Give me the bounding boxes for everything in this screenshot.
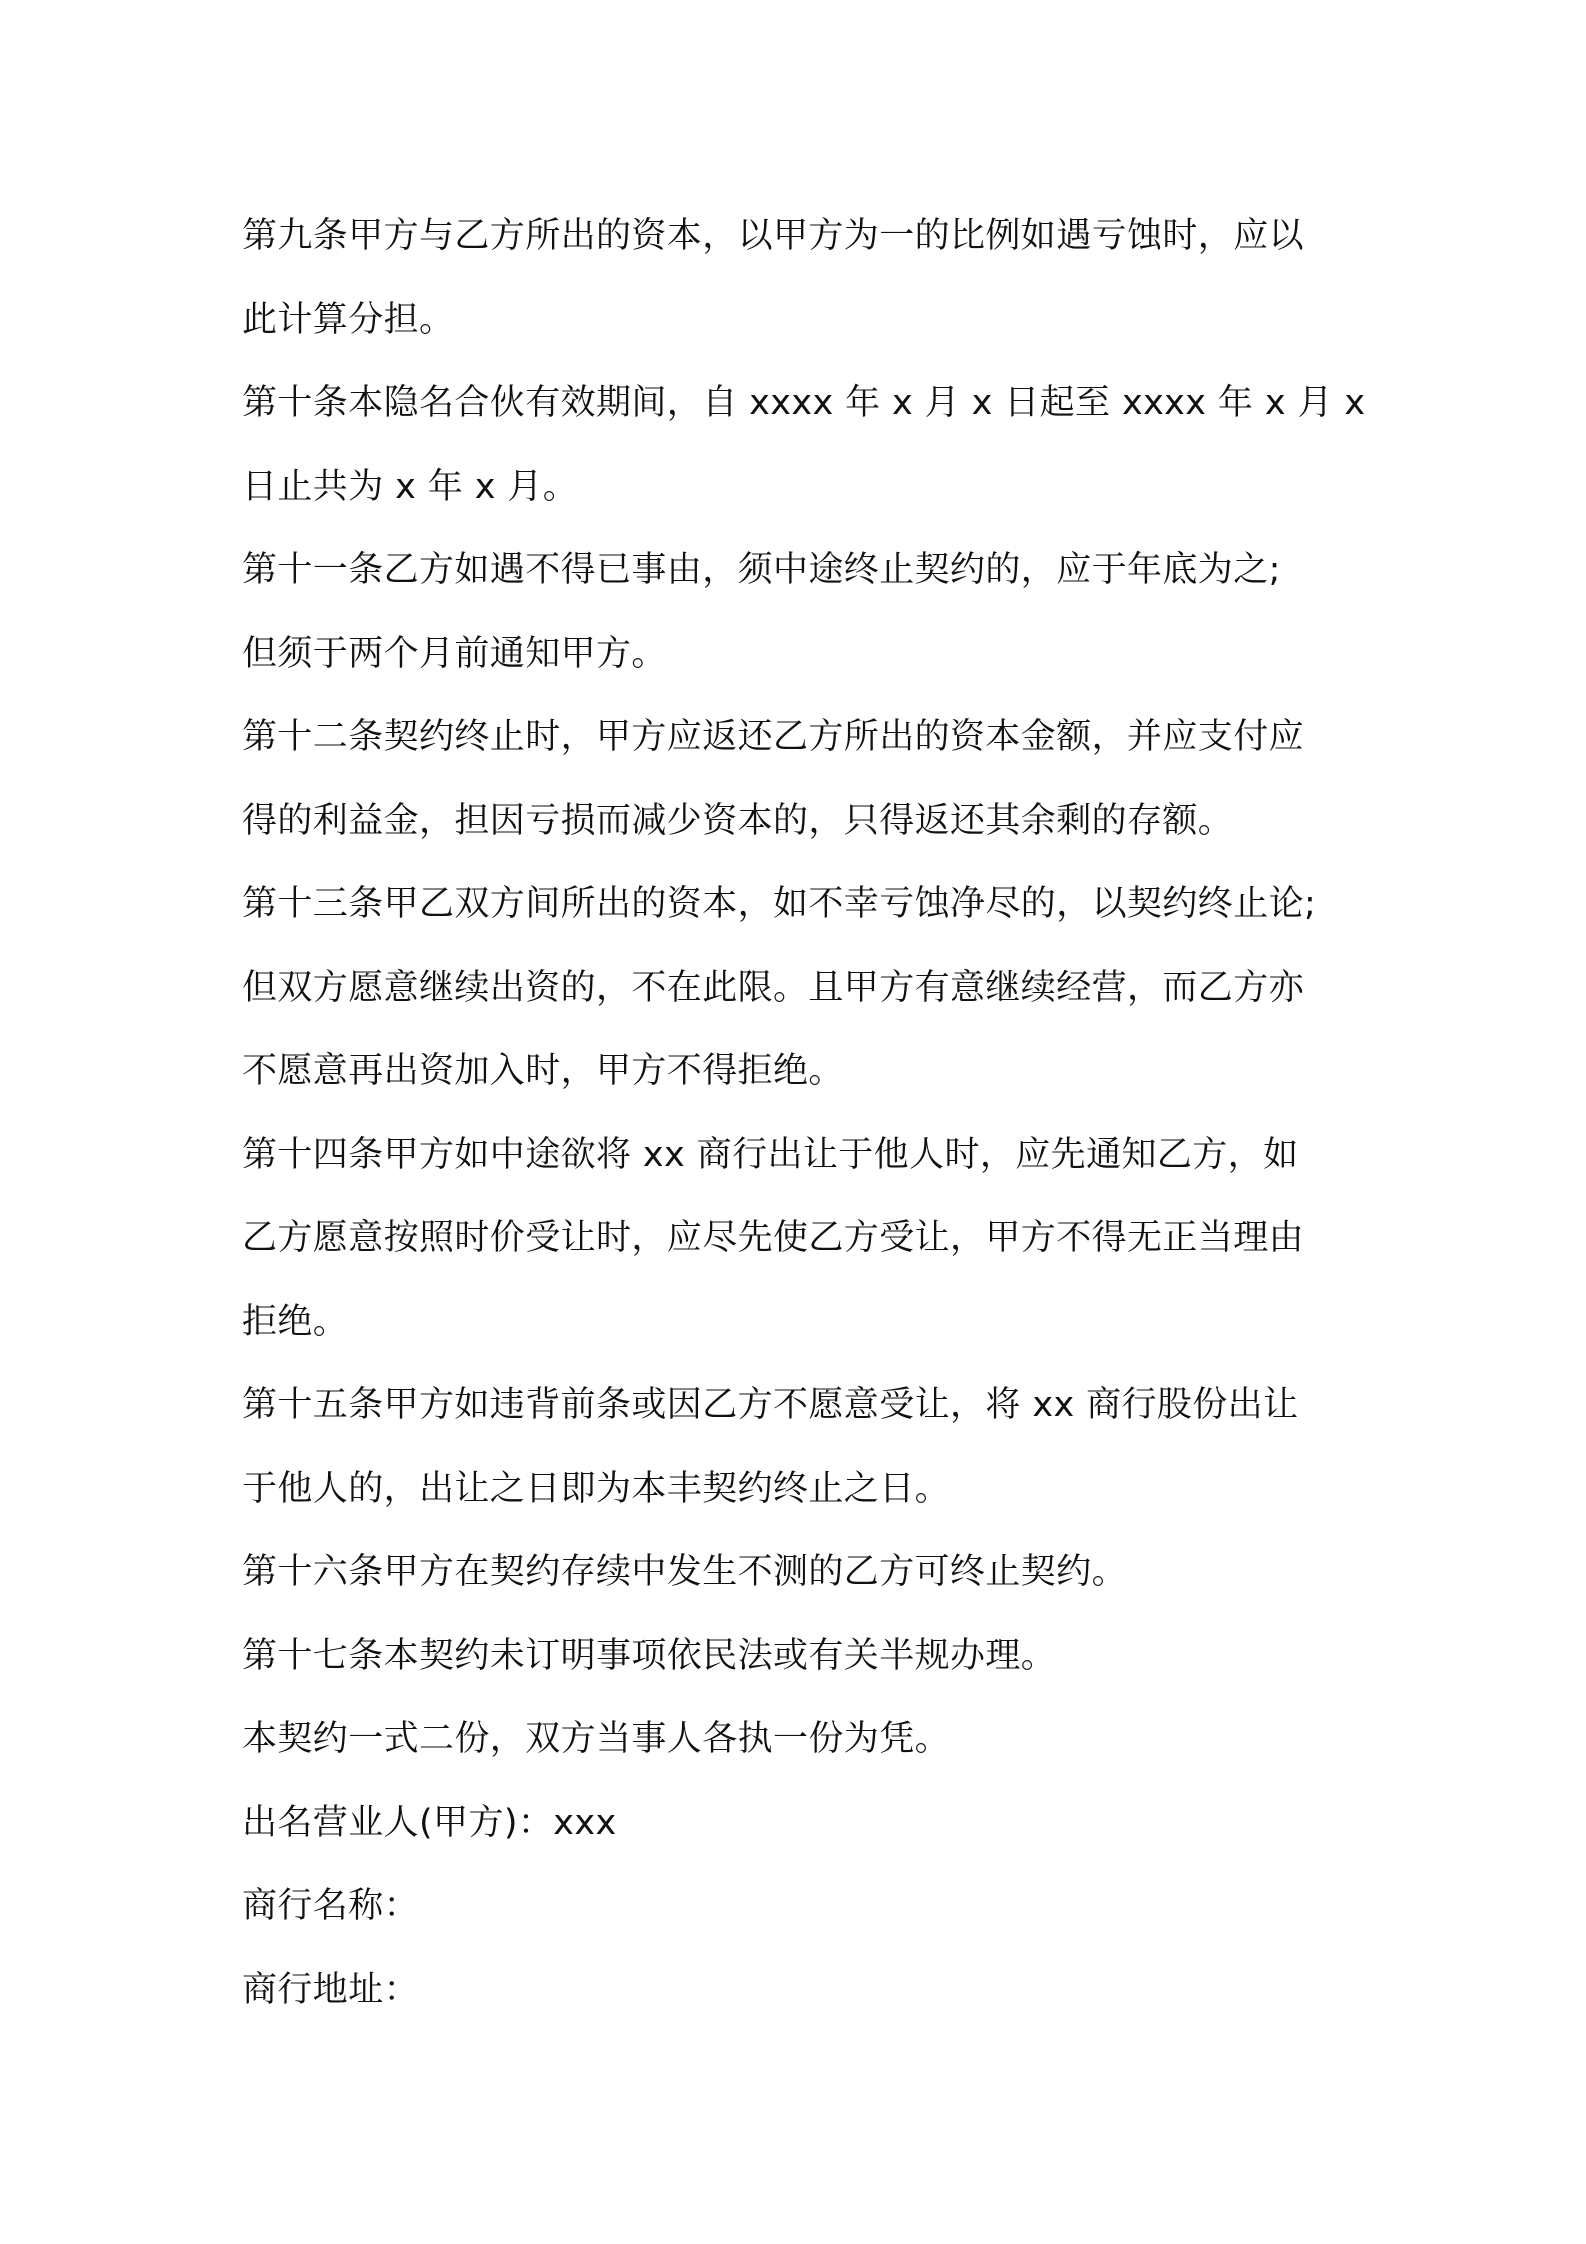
article-14-line-1: 第十四条甲方如中途欲将 xx 商行出让于他人时，应先通知乙方，如: [242, 1134, 1299, 1175]
article-10-line-1: 第十条本隐名合伙有效期间，自 xxxx 年 x 月 x 日起至 xxxx 年 x 月 x: [242, 383, 1366, 423]
party-a-signatory-line: 出名营业人(甲方)：xxx: [242, 1802, 617, 1843]
article-11-line-2: 但须于两个月前通知甲方。: [242, 633, 667, 674]
firm-name-line: 商行名称：: [242, 1886, 420, 1926]
article-12-line-2: 得的利益金，担因亏损而减少资本的，只得返还其余剩的存额。: [242, 800, 1234, 841]
article-14-line-2: 乙方愿意按照时价受让时，应尽先使乙方受让，甲方不得无正当理由: [242, 1218, 1305, 1258]
article-11-line-1: 第十一条乙方如遇不得已事由，须中途终止契约的，应于年底为之;: [242, 550, 1281, 590]
article-13-line-2: 但双方愿意继续出资的，不在此限。且甲方有意继续经营，而乙方亦: [242, 967, 1305, 1008]
article-10-line-2: 日止共为 x 年 x 月。: [242, 466, 579, 507]
article-14-line-3: 拒绝。: [242, 1301, 349, 1342]
article-13-line-3: 不愿意再出资加入时，甲方不得拒绝。: [242, 1051, 844, 1091]
article-12-line-1: 第十二条契约终止时，甲方应返还乙方所出的资本金额，并应支付应: [242, 717, 1305, 757]
firm-address-line: 商行地址：: [242, 1969, 420, 2010]
contract-body: [242, 195, 1366, 2032]
article-15-line-2: 于他人的，出让之日即为本丰契约终止之日。: [242, 1468, 951, 1509]
article-16-line: 第十六条甲方在契约存续中发生不测的乙方可终止契约。: [242, 1552, 1128, 1592]
copies-clause-line: 本契约一式二份，双方当事人各执一份为凭。: [242, 1719, 951, 1759]
article-13-line-1: 第十三条甲乙双方间所出的资本，如不幸亏蚀净尽的，以契约终止论;: [242, 884, 1317, 924]
article-17-line: 第十七条本契约未订明事项依民法或有关半规办理。: [242, 1635, 1057, 1676]
article-9-line-1: 第九条甲方与乙方所出的资本，以甲方为一的比例如遇亏蚀时，应以: [242, 216, 1305, 256]
article-9-line-2: 此计算分担。: [242, 299, 455, 340]
article-15-line-1: 第十五条甲方如违背前条或因乙方不愿意受让，将 xx 商行股份出让: [242, 1385, 1299, 1425]
